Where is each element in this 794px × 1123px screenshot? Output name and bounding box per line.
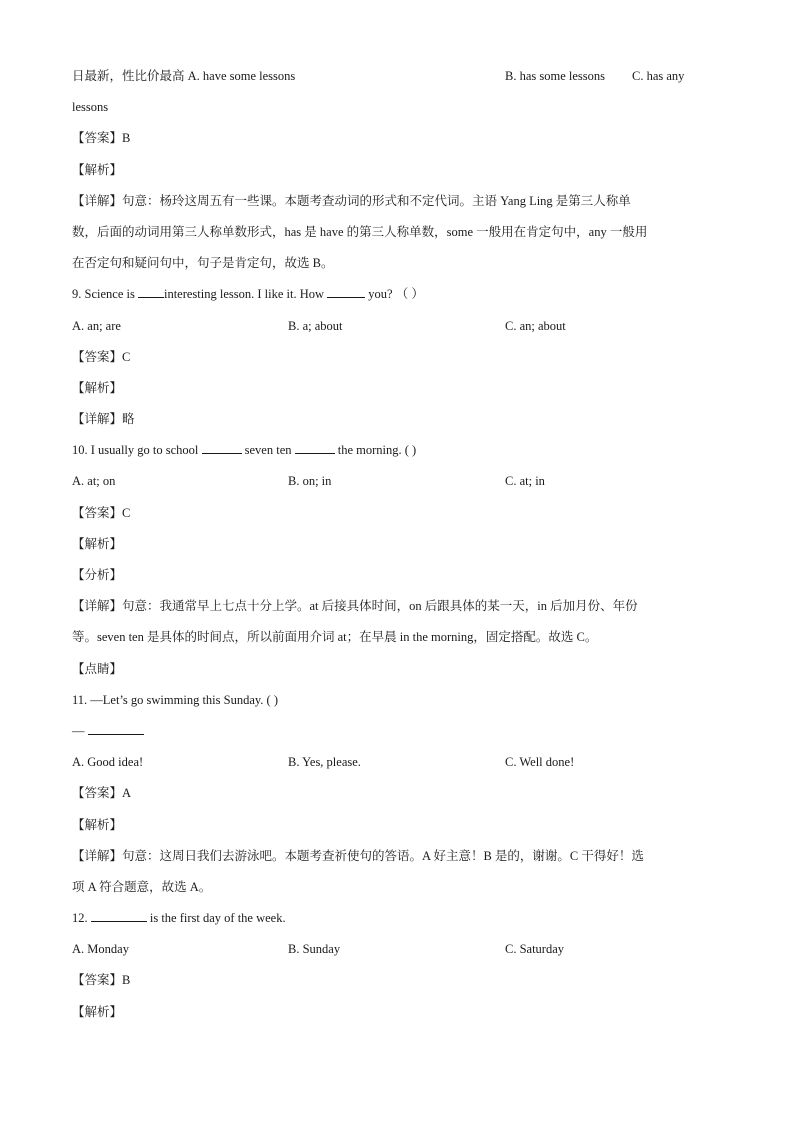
q10-dianjing-heading: 【点睛】 — [72, 661, 123, 676]
q10-stem — [72, 435, 722, 466]
q9-blank-1 — [138, 285, 164, 298]
q12-option-c: C. Saturday — [505, 942, 565, 957]
q10-option-a: A. at; on — [72, 474, 116, 489]
q9-answer: 【答案】C — [72, 349, 131, 364]
q10-fenxi-heading: 【分析】 — [72, 568, 123, 582]
intro-detail-line-2: 数，后面的动词用第三人称单数形式，has 是 have 的第三人称单数，some 一般用在肯定句中，any 一般用 — [72, 224, 648, 239]
q10-detail-line-2: 等。seven ten 是具体的时间点，所以前面用介词 at；在早晨 in the morning，固定搭配。故选 C。 — [72, 630, 598, 645]
intro-option-c-wrap: lessons — [72, 100, 109, 115]
q9-stem — [72, 279, 722, 310]
q11-option-c: C. Well done! — [505, 755, 575, 770]
q12-stem-part-a: 12. — [72, 911, 88, 926]
q10-analysis-heading: 【解析】 — [72, 536, 123, 551]
q11-answer: 【答案】A — [72, 786, 132, 801]
q12-blank — [91, 909, 147, 922]
intro-analysis-heading: 【解析】 — [72, 162, 123, 177]
q12-stem-part-b: is the first day of the week. — [149, 911, 286, 926]
q12-option-a: A. Monday — [72, 942, 129, 957]
intro-detail-line-1: 【详解】句意：杨玲这周五有一些课。本题考查动词的形式和不定代词。主语 Yang Ling 是第三人称单 — [72, 193, 631, 208]
q10-stem-part-c: the morning. ( ) — [337, 443, 417, 458]
q10-option-c: C. at; in — [505, 474, 545, 489]
intro-answer: 【答案】B — [72, 131, 131, 146]
document-page — [72, 61, 722, 1028]
q10-options — [72, 466, 722, 497]
q9-stem-part-b: interesting lesson. I like it. How — [163, 287, 325, 302]
q11-detail-line-1: 【详解】句意：这周日我们去游泳吧。本题考查祈使句的答语。A 好主意！B 是的，谢谢。C 干得好！选 — [72, 848, 644, 863]
q10-detail-line-1: 【详解】句意：我通常早上七点十分上学。at 后接具体时间，on 后跟具体的某一天，in 后加月份、年份 — [72, 599, 638, 614]
q12-analysis-heading: 【解析】 — [72, 1004, 123, 1019]
q11-option-a: A. Good idea! — [72, 755, 144, 770]
q9-option-a: A. an; are — [72, 318, 121, 333]
q9-option-c: C. an; about — [505, 318, 566, 333]
q10-stem-part-b: seven ten — [244, 443, 292, 458]
q12-options — [72, 934, 722, 965]
intro-option-a: 日最新，性比价最高 A. have some lessons — [72, 69, 296, 83]
q12-stem — [72, 903, 722, 934]
q10-answer: 【答案】C — [72, 505, 131, 520]
q12-option-b: B. Sunday — [288, 942, 341, 957]
q10-blank-1 — [202, 441, 242, 454]
q11-reply-dash: — — [72, 723, 85, 738]
q9-stem-part-a: 9. Science is — [72, 287, 135, 302]
intro-options-line — [72, 61, 722, 92]
q11-option-b: B. Yes, please. — [288, 755, 361, 770]
q11-analysis-heading: 【解析】 — [72, 817, 123, 832]
q11-options — [72, 747, 722, 778]
q10-blank-2 — [295, 441, 335, 454]
intro-option-c: C. has any — [632, 69, 685, 83]
q12-answer: 【答案】B — [72, 973, 131, 988]
q11-stem: 11. —Let’s go swimming this Sunday. ( ) — [72, 692, 279, 707]
q9-analysis-heading: 【解析】 — [72, 380, 123, 395]
q11-reply-line — [72, 716, 722, 747]
q9-option-b: B. a; about — [288, 318, 343, 333]
q9-stem-part-c: you? （ ） — [368, 287, 424, 302]
intro-detail-line-3: 在否定句和疑问句中，句子是肯定句，故选 B。 — [72, 256, 334, 271]
q11-detail-line-2: 项 A 符合题意，故选 A。 — [72, 879, 212, 894]
q9-detail: 【详解】略 — [72, 412, 135, 427]
q9-blank-2 — [327, 285, 365, 298]
q11-blank — [88, 722, 144, 735]
q10-stem-part-a: 10. I usually go to school — [72, 443, 199, 458]
intro-option-b: B. has some lessons — [505, 69, 605, 83]
q10-option-b: B. on; in — [288, 474, 332, 489]
q9-options — [72, 311, 722, 342]
